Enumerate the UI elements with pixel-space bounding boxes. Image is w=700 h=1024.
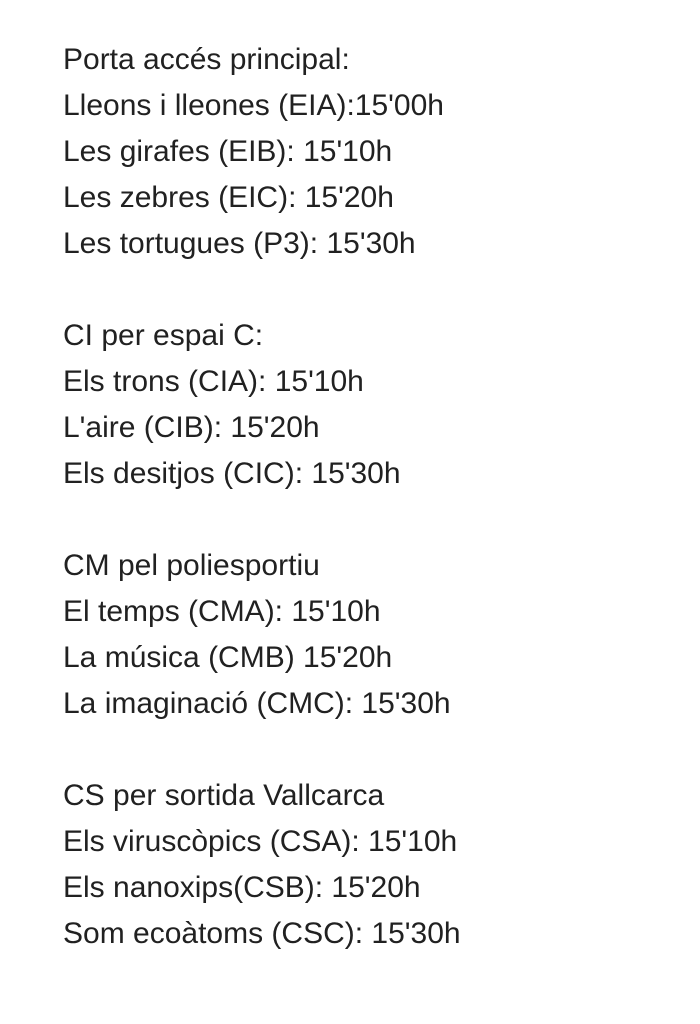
schedule-line: Els trons (CIA): 15'10h: [63, 365, 364, 398]
schedule-line: Els nanoxips(CSB): 15'20h: [63, 871, 421, 904]
section-ci-espai-c: [63, 313, 680, 497]
schedule-line: Les zebres (EIC): 15'20h: [63, 181, 394, 214]
section-cs-sortida-vallcarca: [63, 773, 680, 957]
schedule-line: Som ecoàtoms (CSC): 15'30h: [63, 917, 461, 950]
schedule-line: El temps (CMA): 15'10h: [63, 595, 381, 628]
schedule-line: La música (CMB) 15'20h: [63, 641, 393, 674]
schedule-line: Les girafes (EIB): 15'10h: [63, 135, 393, 168]
schedule-line: Els desitjos (CIC): 15'30h: [63, 457, 401, 490]
schedule-line: Els viruscòpics (CSA): 15'10h: [63, 825, 458, 858]
section-heading: CS per sortida Vallcarca: [63, 779, 385, 812]
schedule-line: L'aire (CIB): 15'20h: [63, 411, 320, 444]
section-cm-poliesportiu: [63, 543, 680, 727]
section-porta-acces-principal: [63, 37, 680, 267]
section-heading: CM pel poliesportiu: [63, 549, 320, 582]
schedule-line: La imaginació (CMC): 15'30h: [63, 687, 451, 720]
section-heading: Porta accés principal:: [63, 43, 350, 76]
schedule-line: Lleons i lleones (EIA):15'00h: [63, 89, 444, 122]
section-heading: CI per espai C:: [63, 319, 264, 352]
schedule-line: Les tortugues (P3): 15'30h: [63, 227, 416, 260]
